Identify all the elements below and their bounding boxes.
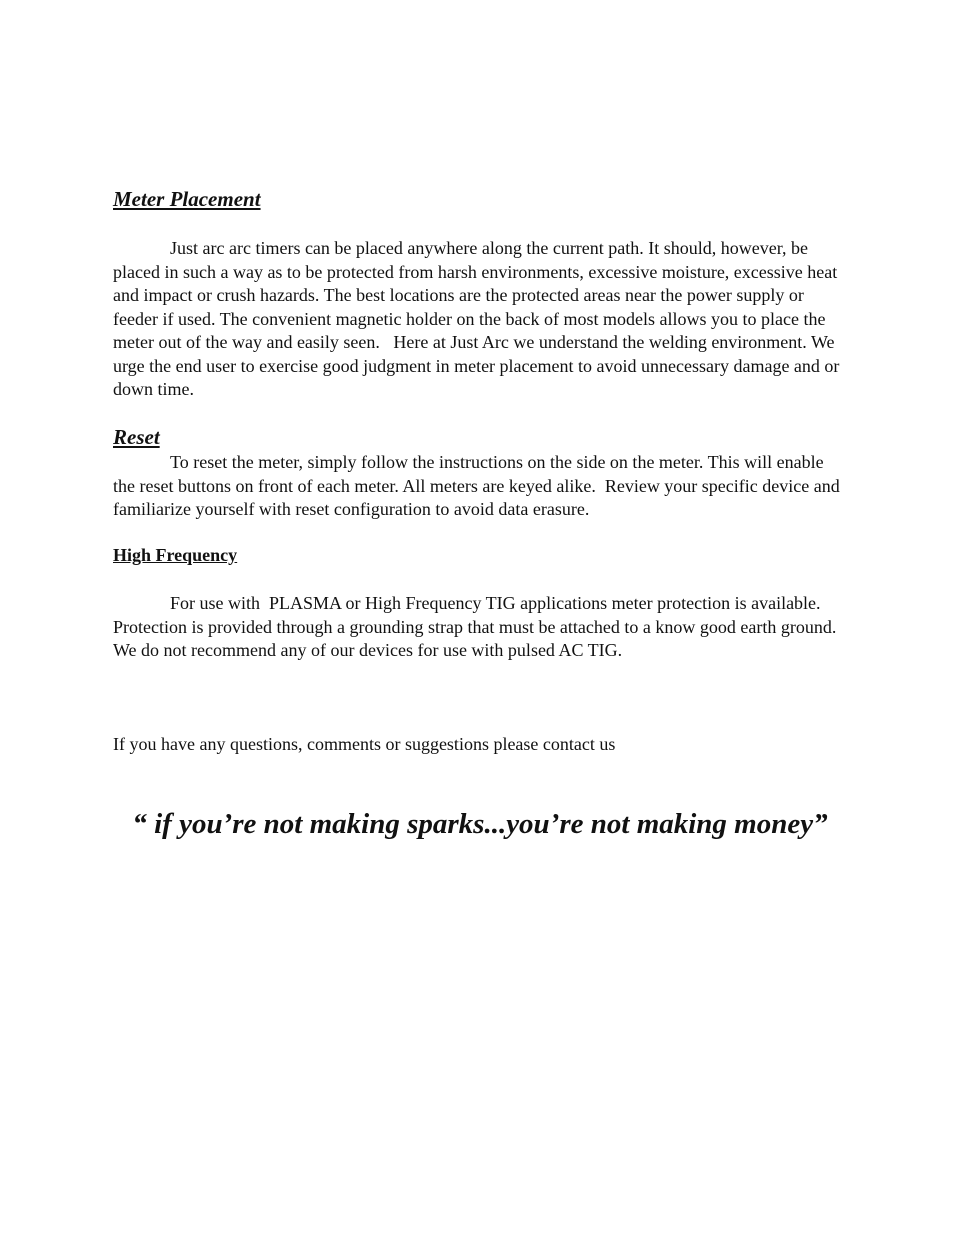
slogan: “ if you’re not making sparks...you’re not making money” [132, 808, 828, 840]
meter-placement-paragraph: Just arc arc timers can be placed anywhere along the current path. It should, however, be placed in such a way as to be protected from harsh environments, excessive moisture, excessive heat and impact or crush hazards. The best locations are the protected areas near the power supply or feeder if used. The convenient magnetic holder on the back of most models allows you to place the meter out of the way and easily seen. Here at Just Arc we understand the welding environment. We urge the end user to exercise good judgment in meter placement to avoid unnecessary damage and or down time. [113, 238, 844, 399]
high-frequency-heading: High Frequency [113, 545, 238, 565]
reset-paragraph: To reset the meter, simply follow the instructions on the side on the meter. This will enable the reset buttons on front of each meter. All meters are keyed alike. Review your specific device and familiarize yourself with reset configuration to avoid data erasure. [113, 452, 845, 519]
high-frequency-paragraph: For use with PLASMA or High Frequency TIG applications meter protection is available. Protection is provided through a grounding strap that must be attached to a know good earth ground. We do not recommend any of our devices for use with pulsed AC TIG. [113, 593, 846, 660]
contact-line: If you have any questions, comments or suggestions please contact us [113, 734, 616, 754]
meter-placement-heading: Meter Placement [113, 187, 261, 211]
reset-heading: Reset [113, 425, 160, 449]
